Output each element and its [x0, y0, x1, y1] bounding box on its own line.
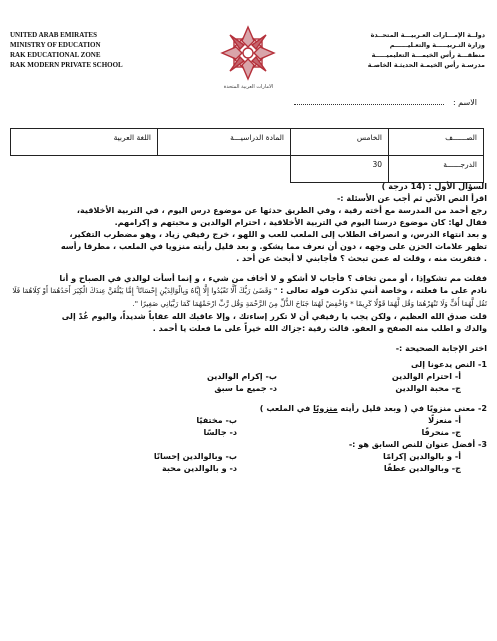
question-content: [9, 180, 487, 474]
header-en-line: RAK EDUCATIONAL ZONE: [10, 51, 101, 59]
mcq-options-2: [9, 414, 487, 426]
option-1a[interactable]: أ- احترام الوالدين: [391, 371, 461, 381]
passage-line: تظهر علامات الحزن على وجهه ، دون أن نعرف مما يشكو. و بعد قليل رأيته منزويا في الملعب ، مطرقا رأسه: [60, 241, 487, 251]
mcq-options-3-row2: [9, 462, 487, 474]
q2-stem-underlined: منزويًا: [313, 403, 338, 413]
passage-line: رجع أحمد من المدرسة مع أخته رقية ، وفي الطريق حدثها عن موضوع درس اليوم ، في التربية الأخلاقية،: [76, 205, 487, 215]
mcq-options-1-row2: [9, 382, 487, 394]
option-3a[interactable]: أ- و بالوالدين إكرامًا: [383, 451, 461, 461]
header-ar-line: منطقـــة رأس الخيمـــة التعليميـــــة: [371, 51, 485, 59]
exam-info-table: [10, 128, 484, 183]
question-instruction: اقرأ النص الآتي ثم أجب عن الأسئلة :-: [336, 193, 487, 203]
school-header-arabic: [315, 30, 485, 70]
option-3d[interactable]: د- و بالوالدين محبة: [161, 463, 237, 473]
option-1c[interactable]: ج- محبة الوالدين: [395, 383, 461, 393]
question-title: السؤال الأول : (14 درجة ): [381, 181, 487, 191]
mcq-options-3: [9, 450, 487, 462]
header-en-line: RAK MODERN PRIVATE SCHOOL: [10, 61, 123, 69]
q2-stem-end: في الملعب ): [259, 403, 314, 413]
subject-value: اللغة العربية: [11, 129, 158, 156]
header-ar-line: دولــة الإمـــارات العـربيـــة المتحــدة: [370, 31, 485, 39]
mcq-instruction: اختر الإجابة الصحيحة :-: [395, 343, 487, 353]
option-3c[interactable]: ج- وبالوالدين عطفًا: [383, 463, 461, 473]
mcq-question-2: [9, 402, 487, 414]
mcq-question-1: 1- النص يدعونا إلى: [410, 359, 487, 369]
option-2b[interactable]: ب- مختفيًا: [196, 415, 237, 425]
passage-verse-paragraph: [9, 284, 487, 310]
quran-verse: " وَقَضَىٰ رَبُّكَ أَلَّا تَعْبُدُوا إِلَّا إِيَّاهُ وَبِالْوَالِدَيْنِ إِحْسَانًا ۚ إِمَّا يَبْلُغَنَّ عِندَكَ الْكِبَرَ أَحَدُهُمَا أَوْ كِلَاهُمَا فَلَا تَقُل لَّهُمَا أُفٍّ وَلَا تَنْهَرْهُمَا وَقُل لَّهُمَا قَوْلًا كَرِيمًا * وَاخْفِضْ لَهُمَا جَنَاحَ الذُّلِّ مِنَ الرَّحْمَةِ وَقُل رَّبِّ ارْحَمْهُمَا كَمَا رَبَّيَانِي صَغِيرًا ".: [12, 286, 487, 308]
passage-line: والدك و اطلب منه الصفح و العفو. قالت رقية :جزاك الله خيراً على ما فعلت يا أحمد .: [152, 323, 487, 333]
option-1b[interactable]: ب- إكرام الوالدين: [206, 371, 277, 381]
option-2a[interactable]: أ- منعزلًا: [428, 415, 461, 425]
logo-caption: الامارات العربية المتحدة: [223, 84, 274, 90]
mcq-question-3: 3- أفضل عنوان للنص السابق هو :-: [348, 439, 487, 449]
option-1d[interactable]: د- جميع ما سبق: [214, 383, 277, 393]
mcq-options-1: [9, 370, 487, 382]
passage-line: . فتقربت منه ، وقلت له عمن تبحث ؟ فأجابني لا أبحث عن أحد .: [236, 253, 487, 263]
header-ar-line: وزارة التـربيـــــة والتعـليــــــم: [389, 41, 485, 49]
passage-line: فقلت مم تشكوإذا ، أو ممن تخاف ؟ فأجاب لا أشكو و لا أخاف من شيء ، و إنما أسأت لوالدي في الصباح و أنا: [59, 273, 487, 283]
option-2c[interactable]: ج- منحرفًا: [421, 427, 461, 437]
mcq-options-2-row2: [9, 426, 487, 438]
name-field[interactable]: [294, 104, 444, 105]
passage-line: و بعد انتهاء الدرس، و انصراف الطلاب إلى الملعب للعب و اللهو ، خرج رفيقي زياد ، وهو مضطرب التفكير،: [69, 229, 487, 239]
name-label: الاسم :: [452, 98, 477, 107]
q2-stem-start: 2- معنى منزويًا في ( وبعد قليل رأيته: [337, 403, 487, 413]
grade-label: الصــــــف: [389, 129, 484, 156]
school-header-english: [10, 30, 123, 70]
score-label: الدرجــــــة: [389, 156, 484, 183]
passage-line: نادم على ما فعلته ، وخاصة أنني تذكرت قوله تعالى :: [280, 285, 487, 295]
header-en-line: UNITED ARAB EMIRATES: [10, 31, 97, 39]
score-value: 30: [291, 156, 389, 183]
option-3b[interactable]: ب- وبالوالدين إحسانًا: [153, 451, 237, 461]
header-ar-line: مدرسـة رأس الخيمـة الحديثـة الخاصـة: [367, 61, 485, 69]
ministry-logo-icon: [213, 20, 283, 86]
subject-label: المادة الدراسيـــة: [158, 129, 291, 156]
passage-line: فقال لها: كان موضوع درسنا اليوم في التربية الأخلاقية ، احترام الوالدين و محبتهم و إكرامهم.: [114, 217, 487, 227]
grade-value: الخامس: [291, 129, 389, 156]
option-2d[interactable]: د- جالسًا: [203, 427, 237, 437]
header-en-line: MINISTRY OF EDUCATION: [10, 41, 101, 49]
passage-line: قلت صدق الله العظيم ، ولكن يجب يا رفيقي أن لا تكرر إساءتك ، وإلا عاقبك الله عقاباً شديداً، واليوم عُدْ إلى: [61, 311, 487, 321]
student-name-row: [294, 98, 477, 107]
